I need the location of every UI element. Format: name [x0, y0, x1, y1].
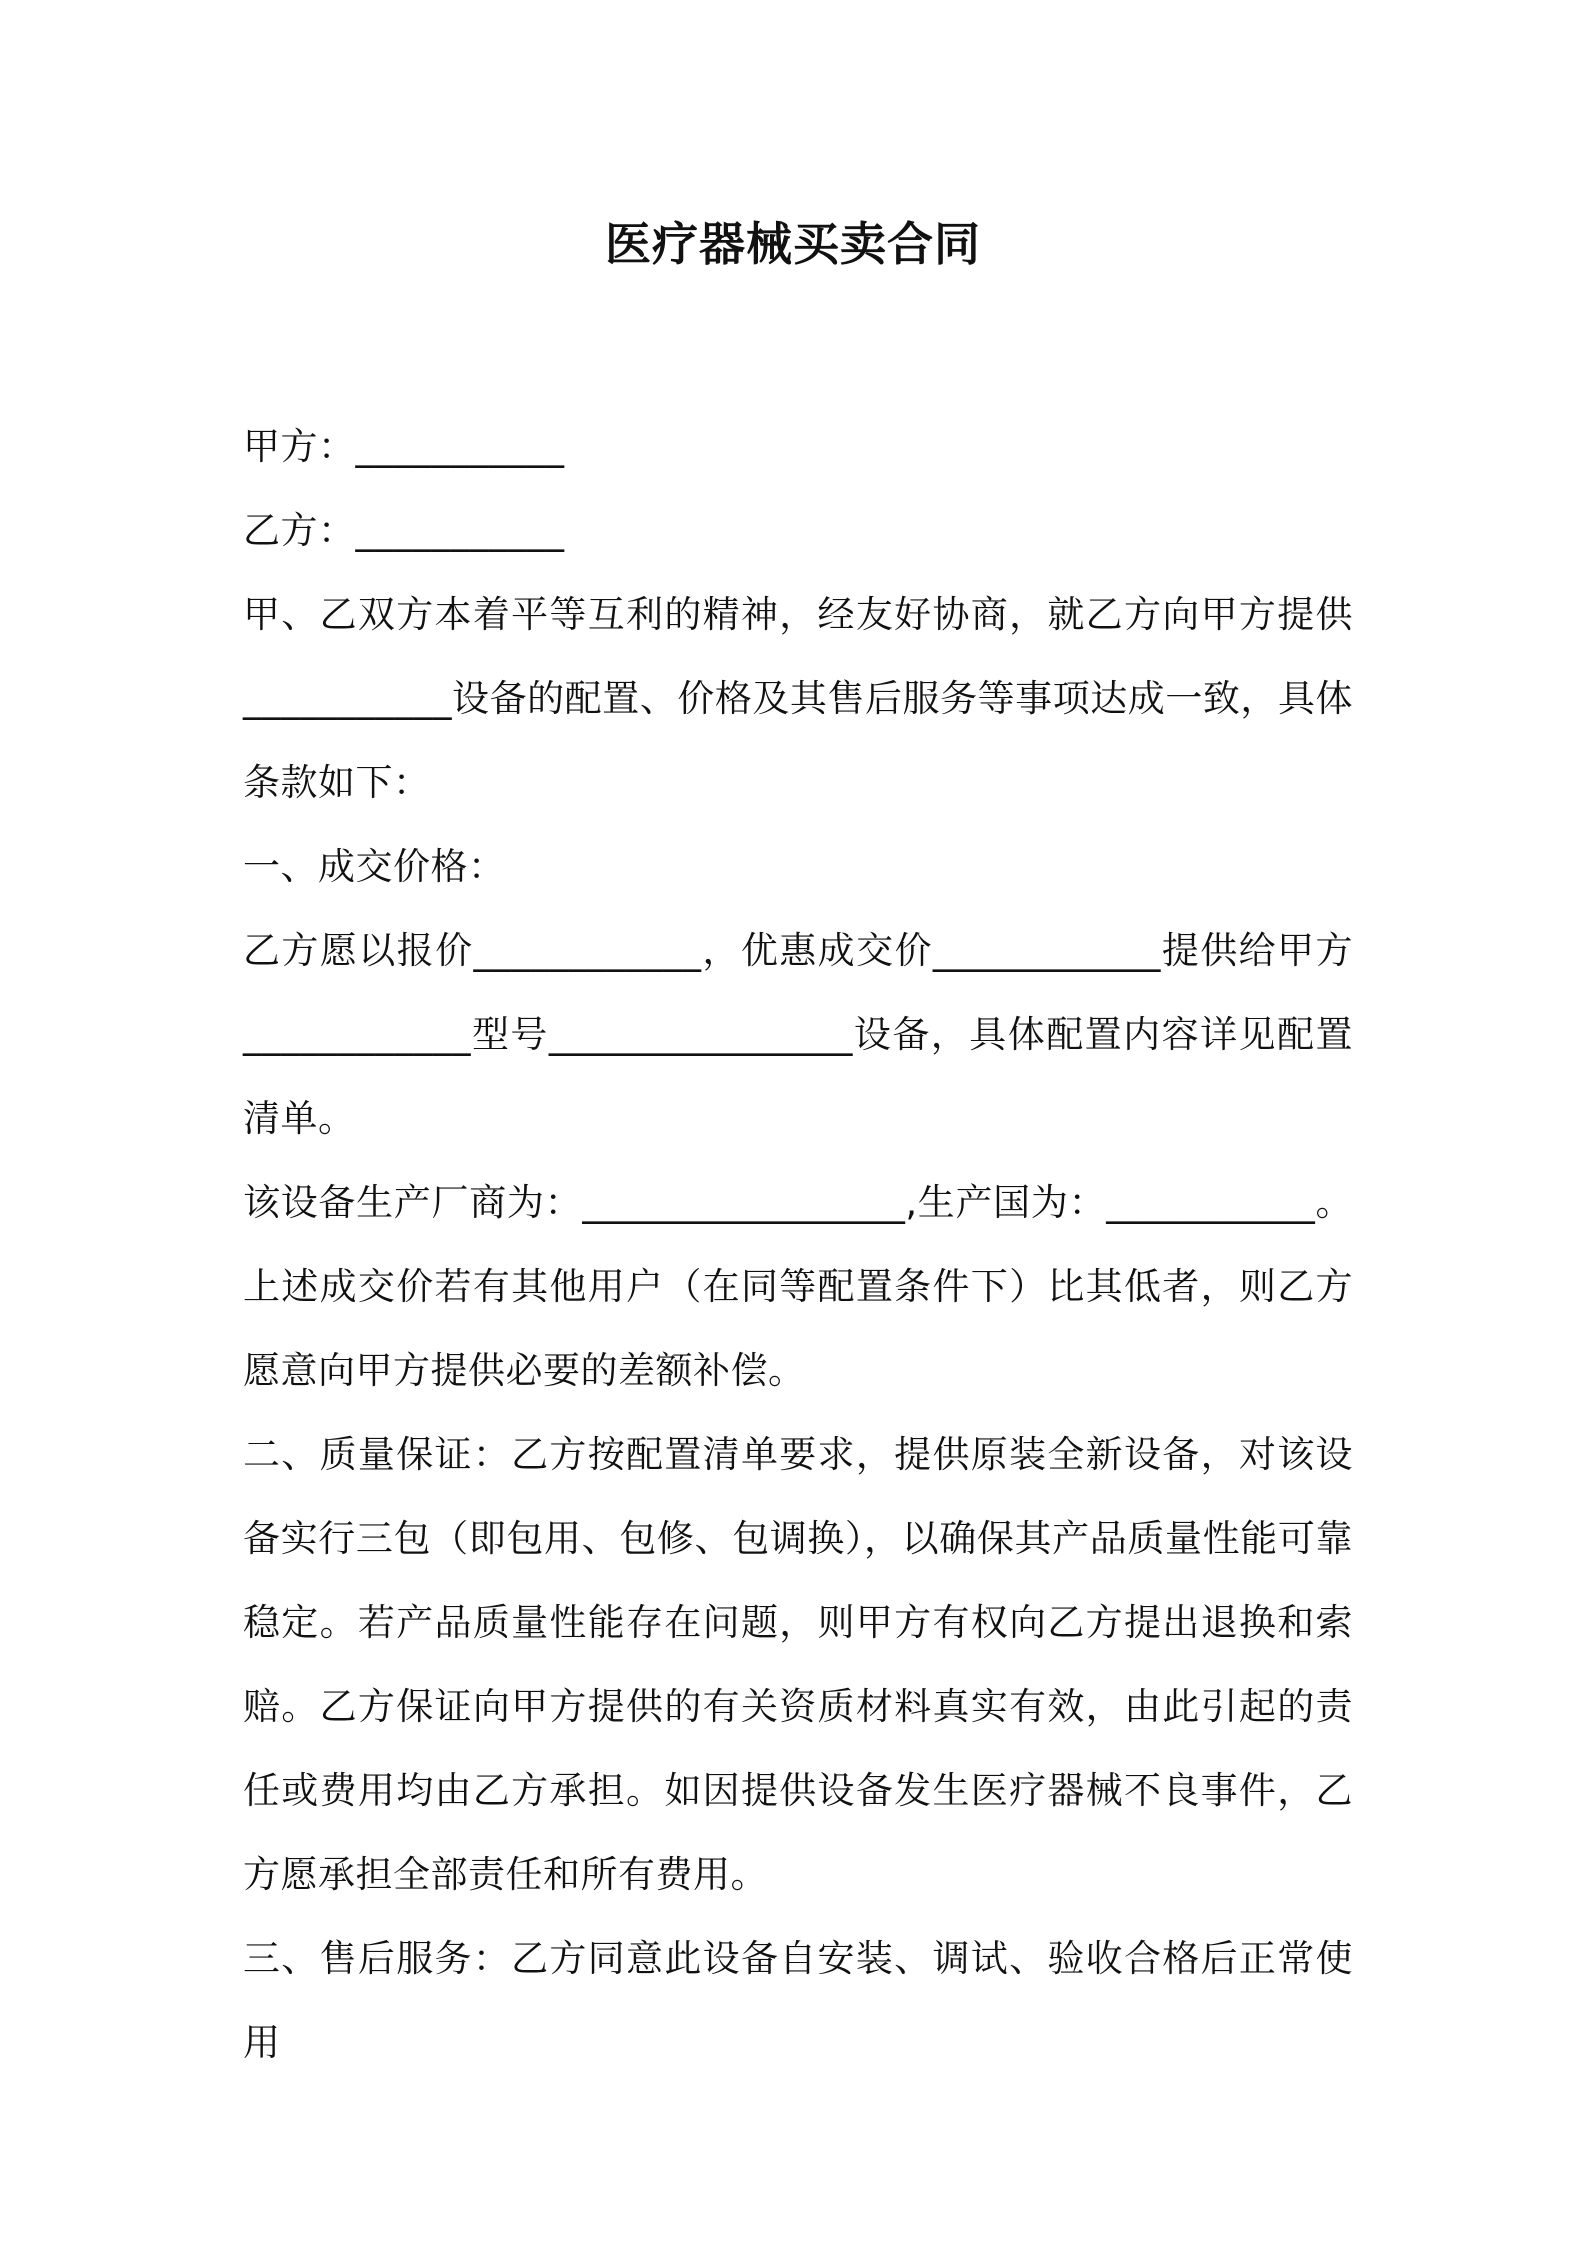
document-title: 医疗器械买卖合同: [605, 217, 981, 271]
document-body: [243, 405, 1353, 2085]
manufacturer-paragraph: 该设备生产厂商为：_________________,生产国为：___________。上述成交价若有其他用户（在同等配置条件下）比其低者，则乙方愿意向甲方提供必要的差额补偿。: [243, 1181, 1353, 1392]
quality-guarantee-paragraph: 二、质量保证：乙方按配置清单要求，提供原装全新设备，对该设备实行三包（即包用、包修、包调换），以确保其产品质量性能可靠稳定。若产品质量性能存在问题，则甲方有权向乙方提出退换和索赔。乙方保证向甲方提供的有关资质材料真实有效，由此引起的责任或费用均由乙方承担。如因提供设备发生医疗器械不良事件，乙方愿承担全部责任和所有费用。: [243, 1433, 1353, 1896]
party-b-line: 乙方：___________: [243, 509, 565, 552]
price-paragraph: 乙方愿以报价____________，优惠成交价____________提供给甲方____________型号________________设备，具体配置内容详见配置清单。: [243, 929, 1353, 1140]
preamble-paragraph: 甲、乙双方本着平等互利的精神，经友好协商，就乙方向甲方提供___________设备的配置、价格及其售后服务等事项达成一致，具体条款如下：: [243, 593, 1353, 804]
after-sales-paragraph: 三、售后服务：乙方同意此设备自安装、调试、验收合格后正常使用: [243, 1937, 1353, 2064]
section-1-heading: 一、成交价格：: [243, 845, 506, 888]
party-a-line: 甲方：___________: [243, 425, 565, 468]
